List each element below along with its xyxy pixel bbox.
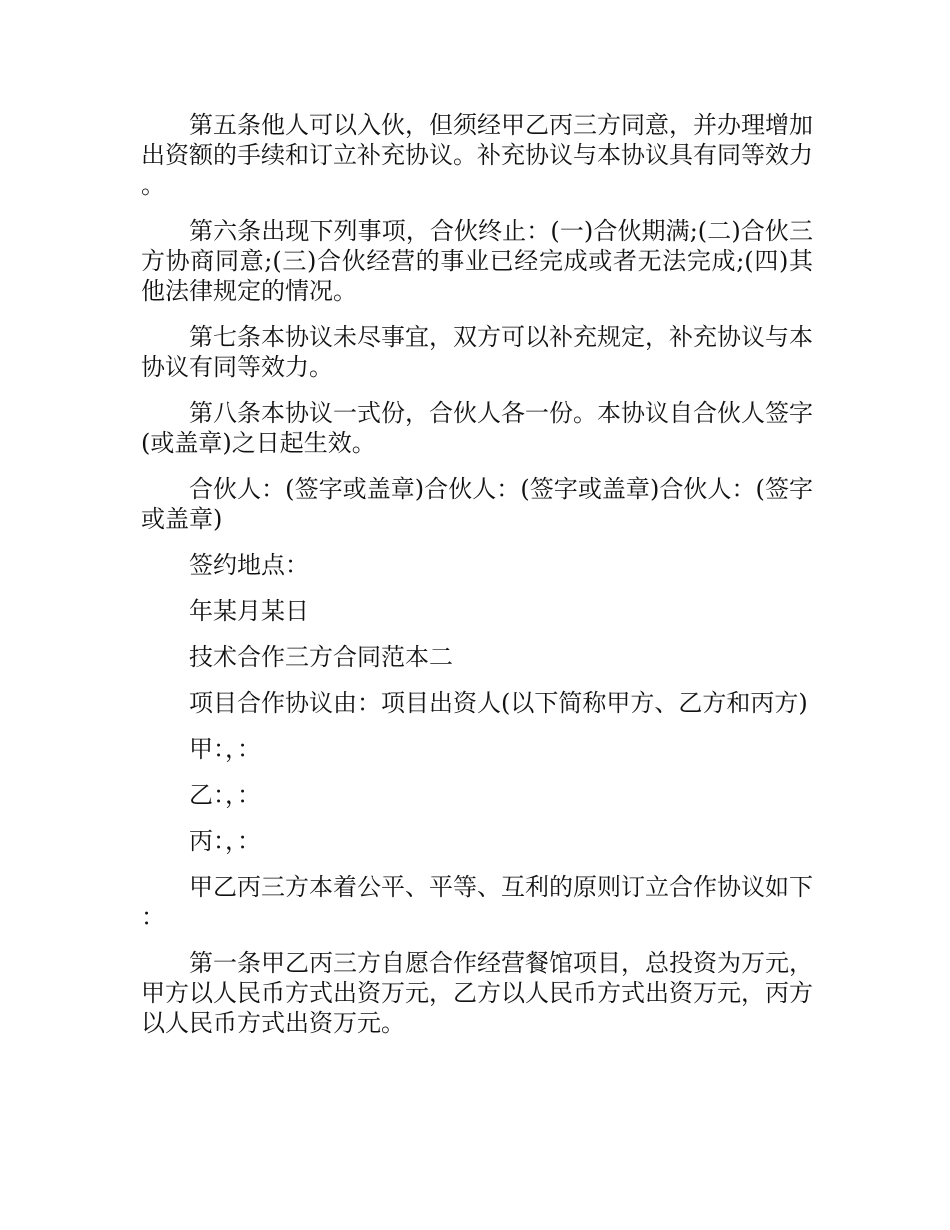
article-7-paragraph: 第七条本协议未尽事宜，双方可以补充规定，补充协议与本协议有同等效力。	[141, 323, 813, 381]
principles-paragraph: 甲乙丙三方本着公平、平等、互利的原则订立合作协议如下：	[141, 873, 813, 931]
signing-date-line: 年某月某日	[189, 597, 309, 625]
signing-location-line: 签约地点：	[189, 551, 309, 579]
document-body	[141, 110, 813, 1054]
article-8-paragraph: 第八条本协议一式份，合伙人各一份。本协议自合伙人签字(或盖章)之日起生效。	[141, 399, 813, 457]
agreement-parties-intro: 项目合作协议由：项目出资人(以下简称甲方、乙方和丙方)	[189, 689, 808, 717]
partners-signature-line: 合伙人：(签字或盖章)合伙人：(签字或盖章)合伙人：(签字或盖章)	[141, 475, 813, 533]
section-title: 技术合作三方合同范本二	[189, 643, 453, 671]
article-5-paragraph: 第五条他人可以入伙，但须经甲乙丙三方同意，并办理增加出资额的手续和订立补充协议。补充协议与本协议具有同等效力。	[141, 111, 813, 199]
party-c-line: 丙：，：	[189, 827, 261, 855]
party-a-line: 甲：，：	[189, 735, 261, 763]
article-6-paragraph: 第六条出现下列事项，合伙终止：(一)合伙期满;(二)合伙三方协商同意;(三)合伙经营的事业已经完成或者无法完成;(四)其他法律规定的情况。	[141, 217, 813, 305]
article-1-paragraph: 第一条甲乙丙三方自愿合作经营餐馆项目，总投资为万元，甲方以人民币方式出资万元，乙方以人民币方式出资万元，丙方以人民币方式出资万元。	[141, 949, 813, 1037]
party-b-line: 乙：，：	[189, 781, 261, 809]
